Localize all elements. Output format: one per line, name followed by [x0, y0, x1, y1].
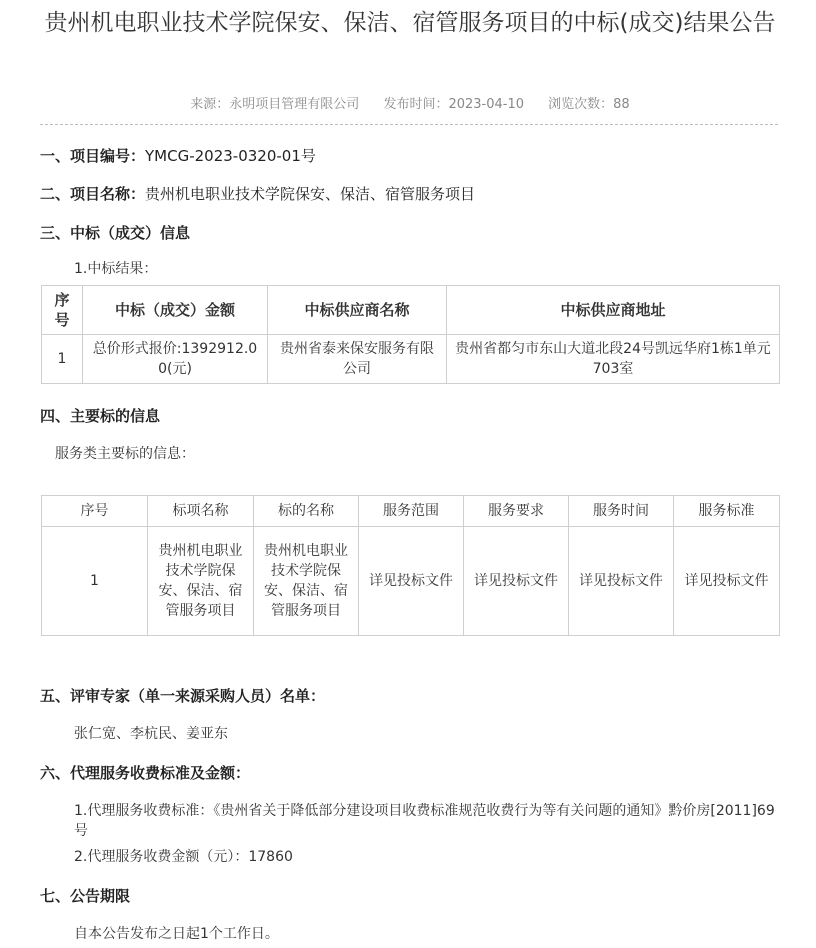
table-cell: 详见投标文件 — [674, 527, 780, 636]
table-cell: 1 — [42, 527, 148, 636]
section-expert-list: 五、评审专家（单一来源采购人员）名单： — [40, 687, 326, 705]
header-cell: 序号 — [42, 496, 148, 527]
header-cell: 标的名称 — [254, 496, 359, 527]
view-count: 浏览次数：88 — [548, 97, 630, 112]
section-notice-period: 七、公告期限 — [40, 887, 131, 905]
award-table — [41, 285, 780, 384]
table-cell: 贵州机电职业技术学院保安、保洁、宿管服务项目 — [148, 527, 254, 636]
fee-amount: 2.代理服务收费金额（元）：17860 — [74, 849, 293, 865]
project-number — [40, 145, 316, 167]
section-agency-fee: 六、代理服务收费标准及金额： — [40, 764, 251, 782]
main-subject-label: 服务类主要标的信息： — [55, 446, 195, 462]
table-cell: 贵州省都匀市东山大道北段24号凯远华府1栋1单元703室 — [447, 335, 780, 384]
page-title: 贵州机电职业技术学院保安、保洁、宿管服务项目的中标(成交)结果公告 — [44, 10, 776, 36]
table-header-row — [42, 496, 780, 527]
table-cell: 详见投标文件 — [569, 527, 674, 636]
table-header-row — [42, 286, 780, 335]
project-name-label: 二、项目名称： — [40, 185, 146, 203]
table-cell: 1 — [42, 335, 83, 384]
publish-time: 发布时间：2023-04-10 — [383, 97, 525, 112]
article-meta — [40, 95, 780, 115]
source-label: 来源：永明项目管理有限公司 — [190, 97, 360, 112]
table-row — [42, 335, 780, 384]
table-cell: 详见投标文件 — [359, 527, 464, 636]
project-name — [40, 183, 475, 205]
header-cell: 服务要求 — [464, 496, 569, 527]
table-cell: 贵州机电职业技术学院保安、保洁、宿管服务项目 — [254, 527, 359, 636]
subject-table — [41, 495, 780, 636]
header-cell: 服务时间 — [569, 496, 674, 527]
header-cell: 中标供应商名称 — [268, 286, 447, 335]
project-number-label: 一、项目编号： — [40, 147, 146, 165]
project-number-value: YMCG-2023-0320-01号 — [145, 147, 316, 165]
table-cell: 总价形式报价:1392912.00(元) — [83, 335, 268, 384]
fee-standard: 1.代理服务收费标准：《贵州省关于降低部分建设项目收费标准规范收费行为等有关问题的通知》黔价房[2011]69号 — [74, 803, 775, 839]
divider — [40, 124, 778, 125]
award-result-label: 1.中标结果： — [74, 261, 158, 277]
header-cell: 服务范围 — [359, 496, 464, 527]
section-award-info: 三、中标（成交）信息 — [40, 224, 191, 242]
section-main-subject: 四、主要标的信息 — [40, 407, 161, 425]
header-cell: 中标（成交）金额 — [83, 286, 268, 335]
table-row — [42, 527, 780, 636]
expert-names: 张仁宽、李杭民、姜亚东 — [74, 726, 228, 742]
table-cell: 贵州省泰来保安服务有限公司 — [268, 335, 447, 384]
header-cell: 标项名称 — [148, 496, 254, 527]
notice-period-text: 自本公告发布之日起1个工作日。 — [74, 926, 279, 942]
project-name-value: 贵州机电职业技术学院保安、保洁、宿管服务项目 — [145, 185, 476, 203]
header-cell: 服务标准 — [674, 496, 780, 527]
table-cell: 详见投标文件 — [464, 527, 569, 636]
header-cell: 中标供应商地址 — [447, 286, 780, 335]
header-cell: 序号 — [42, 286, 83, 335]
